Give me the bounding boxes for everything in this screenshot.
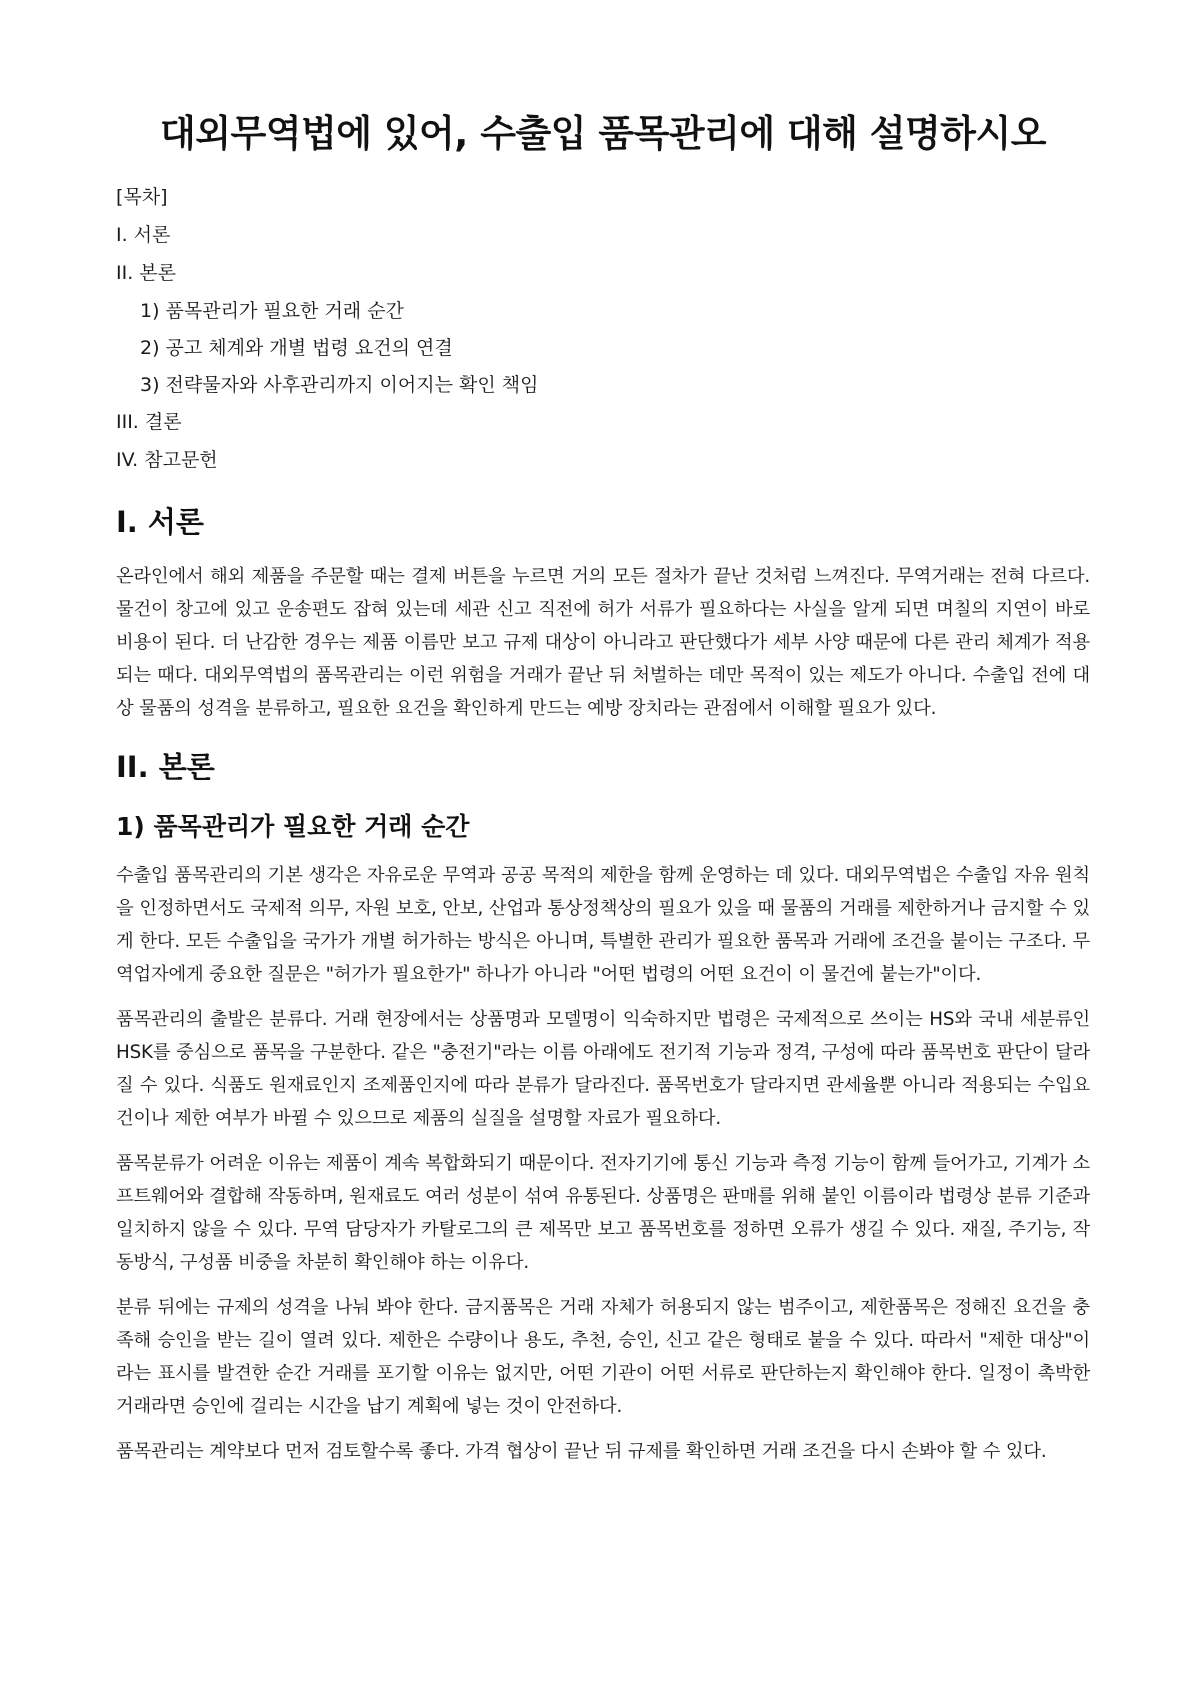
- subsection-1: [116, 809, 1090, 1468]
- toc-item-conclusion: III. 결론: [116, 411, 182, 434]
- introduction-paragraph: 온라인에서 해외 제품을 주문할 때는 결제 버튼을 누르면 거의 모든 절차가 끝난 것처럼 느껴진다. 무역거래는 전혀 다르다. 물건이 창고에 있고 운송편도 잡혀 있는데 세관 신고 직전에 허가 서류가 필요하다는 사실을 알게 되면 며칠의 지연이 바로 비용이 된다. 더 난감한 경우는 제품 이름만 보고 규제 대상이 아니라고 판단했다가 세부 사양 때문에 다른 관리 체계가 적용되는 때다. 대외무역법의 품목관리는 이런 위험을 거래가 끝난 뒤 처벌하는 데만 목적이 있는 제도가 아니다. 수출입 전에 대상 물품의 성격을 분류하고, 필요한 요건을 확인하게 만드는 예방 장치라는 관점에서 이해할 필요가 있다.: [116, 566, 1090, 720]
- toc-item-subsection-2: 2) 공고 체계와 개별 법령 요건의 연결: [140, 337, 453, 360]
- document-title: 대외무역법에 있어, 수출입 품목관리에 대해 설명하시오: [159, 112, 1047, 155]
- subsection-1-paragraph: 분류 뒤에는 규제의 성격을 나눠 봐야 한다. 금지품목은 거래 자체가 허용되지 않는 범주이고, 제한품목은 정해진 요건을 충족해 승인을 받는 길이 열려 있다. 제한은 수량이나 용도, 추천, 승인, 신고 같은 형태로 붙을 수 있다. 따라서 "제한 대상"이라는 표시를 발견한 순간 거래를 포기할 이유는 없지만, 어떤 기관이 어떤 서류로 판단하는지 확인해야 한다. 일정이 촉박한 거래라면 승인에 걸리는 시간을 납기 계획에 넣는 것이 안전하다.: [116, 1297, 1090, 1418]
- toc-item-subsection-1: 1) 품목관리가 필요한 거래 순간: [140, 300, 404, 323]
- subsection-1-paragraph: 품목관리의 출발은 분류다. 거래 현장에서는 상품명과 모델명이 익숙하지만 법령은 국제적으로 쓰이는 HS와 국내 세분류인 HSK를 중심으로 품목을 구분한다. 같은 "충전기"라는 이름 아래에도 전기적 기능과 정격, 구성에 따라 품목번호 판단이 달라질 수 있다. 식품도 원재료인지 조제품인지에 따라 분류가 달라진다. 품목번호가 달라지면 관세율뿐 아니라 적용되는 수입요건이나 제한 여부가 바뀔 수 있으므로 제품의 실질을 설명할 자료가 필요하다.: [116, 1009, 1090, 1130]
- toc-label: [목차]: [116, 186, 168, 209]
- introduction-heading: I. 서론: [116, 505, 204, 540]
- subsection-1-paragraph: 품목관리는 계약보다 먼저 검토할수록 좋다. 가격 협상이 끝난 뒤 규제를 확인하면 거래 조건을 다시 손봐야 할 수 있다.: [116, 1441, 1047, 1463]
- toc-item-introduction: I. 서론: [116, 224, 171, 247]
- toc-item-subsection-3: 3) 전략물자와 사후관리까지 이어지는 확인 책임: [140, 374, 539, 397]
- body-section: [116, 747, 1090, 1468]
- subsection-1-paragraph: 수출입 품목관리의 기본 생각은 자유로운 무역과 공공 목적의 제한을 함께 운영하는 데 있다. 대외무역법은 수출입 자유 원칙을 인정하면서도 국제적 의무, 자원 보호, 안보, 산업과 통상정책상의 필요가 있을 때 물품의 거래를 제한하거나 금지할 수 있게 한다. 모든 수출입을 국가가 개별 허가하는 방식은 아니며, 특별한 관리가 필요한 품목과 거래에 조건을 붙이는 구조다. 무역업자에게 중요한 질문은 "허가가 필요한가" 하나가 아니라 "어떤 법령의 어떤 요건이 이 물건에 붙는가"이다.: [116, 865, 1090, 986]
- subsection-1-paragraph: 품목분류가 어려운 이유는 제품이 계속 복합화되기 때문이다. 전자기기에 통신 기능과 측정 기능이 함께 들어가고, 기계가 소프트웨어와 결합해 작동하며, 원재료도 여러 성분이 섞여 유통된다. 상품명은 판매를 위해 붙인 이름이라 법령상 분류 기준과 일치하지 않을 수 있다. 무역 담당자가 카탈로그의 큰 제목만 보고 품목번호를 정하면 오류가 생길 수 있다. 재질, 주기능, 작동방식, 구성품 비중을 차분히 확인해야 하는 이유다.: [116, 1153, 1090, 1274]
- toc-item-references: IV. 참고문헌: [116, 449, 218, 472]
- toc-item-body: II. 본론: [116, 262, 176, 285]
- subsection-1-heading: 1) 품목관리가 필요한 거래 순간: [116, 812, 470, 842]
- introduction-section: [116, 502, 1090, 725]
- table-of-contents: [116, 186, 1090, 472]
- body-heading: II. 본론: [116, 750, 215, 785]
